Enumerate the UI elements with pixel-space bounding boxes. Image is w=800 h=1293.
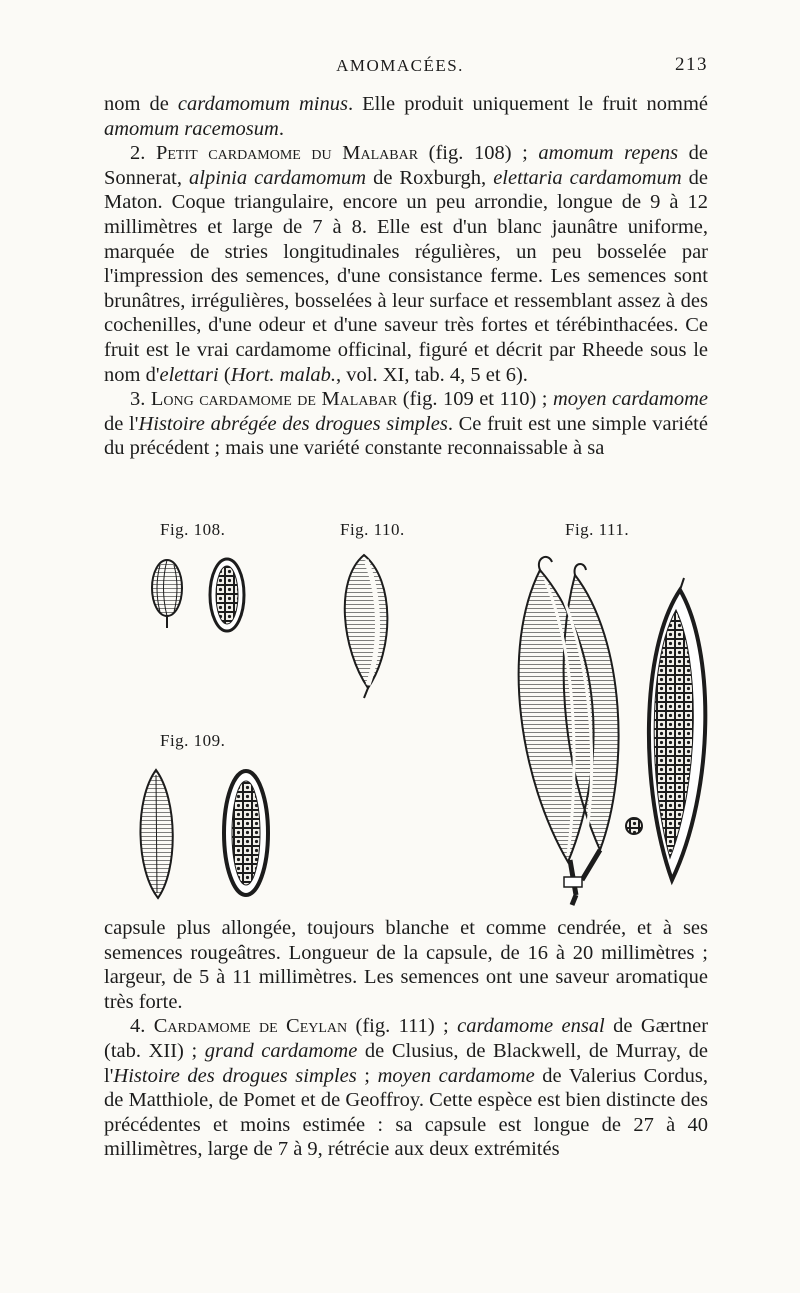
italic-book-title: Histoire abrégée des drogues simples (138, 412, 448, 435)
text-run: ( (218, 363, 231, 386)
italic-book-title: Histoire des drogues simples (113, 1064, 357, 1087)
text-run: (fig. 111) ; (347, 1015, 458, 1038)
text-run: . Elle produit uniquement le fruit nommé (347, 93, 708, 115)
text-run: . Ce fruit est une simple variété du précédent ; mais une variété constante reconnaissable à sa (104, 412, 708, 460)
fig-110-pod (345, 555, 388, 698)
fig-111-seed (626, 818, 642, 834)
text-run: de Maton. Coque triangulaire, encore un peu arrondie, longue de 9 à 12 millimètres et large de 7 à 8. Elle est d'un blanc jaunâtre uniforme, marquée de stries longitudinales régulières, un peu bosselée par l'impression des semences, d'une consistance ferme. Les semences sont brunâtres, irrégulières, bosselées à leur surface et ressemblant assez à des cochenilles, d'une odeur et d'une saveur très fortes et térébinthacées. Ce fruit est le vrai cardamome officinal, figuré et décrit par Rheede sous le nom d' (104, 166, 709, 386)
text-block-bottom (104, 916, 708, 1162)
text-run: nom de (104, 93, 178, 115)
paragraph-4 (104, 1014, 708, 1162)
italic-citation: Hort. malab. (230, 363, 337, 386)
paragraph-1 (104, 92, 708, 141)
paragraph-3 (104, 387, 708, 461)
text-block-top (104, 92, 708, 461)
italic-name: cardamomum minus (177, 93, 348, 115)
text-run: de Sonnerat, (104, 142, 709, 189)
item-number: 3. (130, 388, 151, 411)
paragraph-2 (104, 141, 708, 387)
caption-fig-111: Fig. 111. (565, 520, 630, 539)
page-number: 213 (675, 54, 708, 75)
running-title: AMOMACÉES. (336, 56, 464, 75)
italic-name: amomum racemosum (104, 117, 279, 140)
italic-name: alpinia cardamomum (189, 166, 367, 189)
item-title: Cardamome de Ceylan (153, 1015, 348, 1038)
fig-111-pod-cluster (519, 557, 619, 905)
text-run: de Clusius, de Blackwell, de Murray, de l' (104, 1039, 708, 1087)
paragraph-3-continued: capsule plus allongée, toujours blanche et comme cendrée, et à ses semences rougeâtres. Longueur de la capsule, de 16 à 20 millimètres ; largeur, de 5 à 11 millimètres. Les semences ont une saveur aromatique très forte. (104, 917, 708, 1013)
item-title: Long cardamome de Malabar (150, 388, 398, 411)
italic-name: moyen cardamome (377, 1064, 535, 1087)
italic-name: grand cardamome (204, 1039, 358, 1062)
fig-108-whole-pod (152, 560, 182, 628)
fig-109-whole-pod (140, 770, 172, 898)
fig-111-section (649, 578, 705, 880)
italic-name: elettaria cardamomum (493, 166, 682, 189)
caption-fig-109: Fig. 109. (160, 731, 226, 750)
text-run: de Gærtner (tab. XII) ; (104, 1015, 709, 1062)
caption-fig-108: Fig. 108. (160, 520, 226, 539)
text-run: , vol. XI, tab. 4, 5 et 6). (336, 363, 528, 386)
item-title: Petit cardamome du Malabar (155, 142, 419, 165)
text-run: de Roxburgh, (366, 166, 494, 189)
text-run: . (278, 117, 284, 140)
text-run: (fig. 109 et 110) ; (397, 388, 553, 411)
fig-108-section (210, 559, 244, 631)
item-number: 2. (130, 142, 156, 165)
text-run: (fig. 108) ; (418, 142, 539, 165)
text-run: de l' (104, 412, 139, 435)
italic-name: elettari (159, 363, 219, 386)
caption-fig-110: Fig. 110. (340, 520, 405, 539)
item-number: 4. (130, 1015, 154, 1038)
fig-109-section (224, 771, 268, 895)
italic-name: amomum repens (538, 142, 679, 165)
italic-name: cardamome ensal (457, 1015, 605, 1038)
text-run: de Valerius Cordus, de Matthiole, de Pomet et de Geoffroy. Cette espèce est bien distincte des précédentes et moins estimée : sa capsule est longue de 27 à 40 millimètres, large de 7 à 9, rétrécie aux deux extrémités (104, 1064, 708, 1161)
text-run: ; (356, 1064, 378, 1087)
italic-name: moyen cardamome (552, 388, 709, 411)
